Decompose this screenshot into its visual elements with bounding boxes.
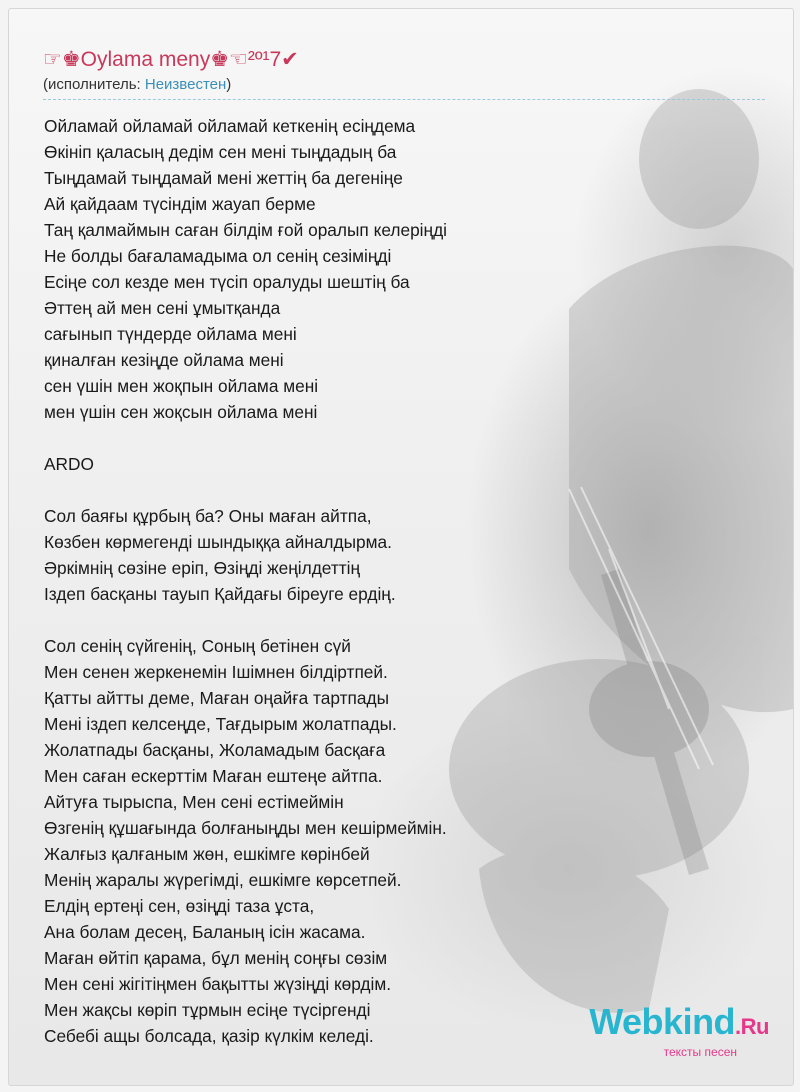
artist-link[interactable]: Неизвестен [144, 76, 227, 93]
lyric-line: Ай қайдаам түсіндім жауап берме [44, 194, 316, 214]
logo-brand: Webkind [589, 1001, 736, 1042]
lyric-line: Сол сенің сүйгенің, Соның бетінен сүй [44, 636, 351, 656]
lyric-line: қиналған кезіңде ойлама мені [44, 350, 284, 370]
lyrics-card [8, 8, 794, 1086]
lyric-line: Мен сені жігітіңмен бақытты жүзіңді көрдім. [44, 974, 392, 994]
lyric-line: мен үшін сен жоқсын ойлама мені [44, 402, 318, 422]
lyric-line: Жолатпады басқаны, Жоламадым басқаға [44, 740, 386, 760]
stanza-gap [44, 477, 744, 503]
lyric-line: Не болды бағаламадыма ол сенің сезіміңді [44, 246, 392, 266]
lyric-line: Таң қалмаймын саған білдім ғой оралып келеріңді [44, 220, 447, 240]
lyric-line: Маған өйтіп қарама, бұл менің соңғы сөзім [44, 948, 388, 968]
lyric-line: Қатты айтты деме, Маған оңайға тартпады [44, 688, 390, 708]
lyric-line: Есіңе сол кезде мен түсіп оралуды шештің ба [44, 272, 410, 292]
lyric-line: Өзгенің құшағында болғаныңды мен кешірмеймін. [44, 818, 447, 838]
lyric-line: Мен сенен жеркенемін Ішімнен білдіртпей. [44, 662, 388, 682]
lyric-line: Айтуға тырыспа, Мен сені естімеймін [44, 792, 344, 812]
lyric-line: Өкініп қаласың дедім сен мені тыңдадың ба [44, 142, 397, 162]
site-watermark[interactable] [589, 1001, 769, 1059]
stanza-gap [44, 425, 744, 451]
lyric-line: Мені іздеп келсеңде, Тағдырым жолатпады. [44, 714, 397, 734]
lyrics-text [44, 113, 744, 1049]
lyric-line: Жалғыз қалғаным жөн, ешкімге көрінбей [44, 844, 370, 864]
lyric-line: Мен саған ескерттім Маған ештеңе айтпа. [44, 766, 383, 786]
artist-prefix: (исполнитель: [43, 76, 145, 93]
lyric-line: Көзбен көрмегенді шындыққа айналдырма. [44, 532, 392, 552]
logo-tld: .Ru [735, 1014, 769, 1039]
lyric-line: Ана болам десең, Баланың ісін жасама. [44, 922, 366, 942]
song-header [43, 47, 763, 95]
lyric-line: Іздеп басқаны тауып Қайдағы біреуге ердің. [44, 584, 396, 604]
lyric-line: Әркімнің сөзіне еріп, Өзіңді жеңілдеттің [44, 558, 361, 578]
stanza-gap [44, 607, 744, 633]
lyric-line: Ойламай ойламай ойламай кеткенің есіңдема [44, 116, 416, 136]
lyric-line: ARDO [44, 454, 94, 474]
artist-suffix: ) [226, 76, 232, 93]
artist-line [43, 75, 763, 95]
lyric-line: Менің жаралы жүрегімді, ешкімге көрсетпей. [44, 870, 402, 890]
lyric-line: Тыңдамай тыңдамай мені жеттің ба дегеніңе [44, 168, 403, 188]
lyric-line: Әттең ай мен сені ұмытқанда [44, 298, 281, 318]
lyric-line: Себебі ащы болсада, қазір күлкім келеді. [44, 1026, 374, 1046]
site-logo [589, 1001, 769, 1045]
song-title: ☞♚Oylama meny♚☜²º¹7✔ [43, 48, 299, 71]
lyric-line: сағынып түндерде ойлама мені [44, 324, 297, 344]
lyric-line: Елдің ертеңі сен, өзіңді таза ұста, [44, 896, 315, 916]
lyric-line: сен үшін мен жоқпын ойлама мені [44, 376, 319, 396]
header-divider [43, 99, 765, 100]
lyric-line: Сол баяғы құрбың ба? Оны маған айтпа, [44, 506, 372, 526]
lyric-line: Мен жақсы көріп тұрмын есіңе түсіргенді [44, 1000, 371, 1020]
logo-tagline: тексты песен [663, 1045, 737, 1059]
